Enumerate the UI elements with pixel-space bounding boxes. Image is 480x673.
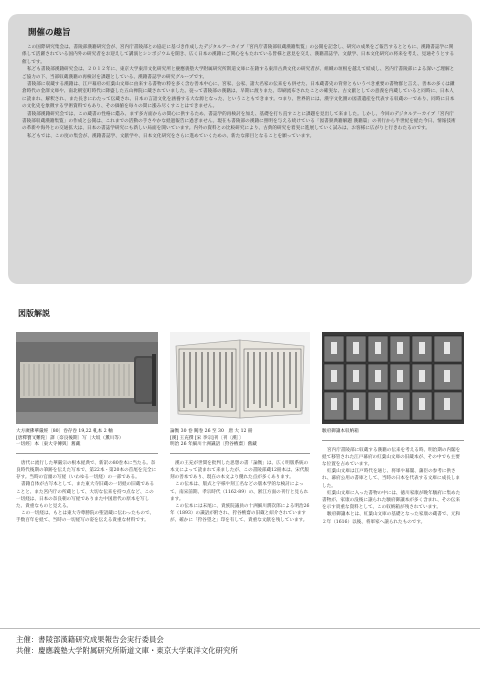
footer-divider (0, 628, 480, 629)
description-paragraph: この伝本は、版式と字様や刻工名などの版本学的な検討によって、南宋前期、孝宗時代（1162-89）の、浙江方面の刊行と見られます。 (170, 482, 309, 502)
description-paragraph: この一切経は、もとは東大寺尊勝院の聖語蔵に伝わったもので、手数百年を経て、当時の一切経写の姿を伝える貴重な材料です。 (16, 511, 155, 524)
cohost-line: 共催：慶應義塾大学附属研究所斯道文庫・東京大学東洋文化研究所 (16, 646, 238, 655)
book-description (170, 460, 310, 525)
purpose-paragraph: 書陵部漢籍研究会では、この蔵書の性格に鑑み、まず多方面からの間心に供するため、書誌学的再検討を加え、基礎を打ち直すことに課題を見出して来ました。しかし、今回のデジタルアーカイブ「宮内庁書陵部収蔵漢籍集覧」の作成と公開は、これまでの活動の手さやかな経過報告に過ぎません。現在も書陵部の漢籍に照明を与える続けている「図書寮典籍解題 漢籍篇」の刊行から半世紀を経た今日、情報技術の革新や海外との交通拡大は、日本の書誌学研究にも新しい局面を開いています。内外の資料との比較研究により、古典的研究を着実に進展していく試みは、お客様に広がりと行きわたるのです。 (22, 111, 456, 132)
scroll-description (16, 460, 158, 525)
boxes-photo (322, 332, 464, 424)
scroll-caption (16, 429, 158, 454)
figure-column-boxes (322, 332, 464, 526)
caption-line: 一切經〕本〔東大寺傳與〕舊藏 (16, 442, 81, 448)
purpose-paragraph: 私どもでは、この度の集会が、漢籍書誌学、文献学や、日本文化研究をさらに進めていくための、新たな節目となることを願っています。 (27, 133, 315, 139)
purpose-section (8, 14, 472, 284)
caption-line: [唐釋寶叉難陀〕譯〔奈良後期〕写〔大坂（薫川等） (16, 435, 124, 441)
description-paragraph: 漢の王充が世間を批判した思想の書「論衡」は、広く明版系統の本文によって読まれて来ましたが、この書陵部蔵12冊本は、宋代版刻の善本であり、現在の本文より優れた点が多くあります。 (170, 460, 310, 481)
description-paragraph: 駿府御讓本とは、紅葉山文庫の基礎となった家康の蔵書で、元和２年（1616）以後、将軍家へ譲られたものです。 (322, 512, 461, 525)
caption-line: 大方廣佛華嚴經〔80〕卷存卷 19,22 軋本 2 軸 (16, 429, 113, 434)
purpose-paragraph: 私ども書陵部漢籍研究会は、２０１２年に、東京大学東洋文化研究所と慶應義塾大学附属研究所斯道文庫に在籍する東洋古典文化の研究者が、組織の垣根を越えて結成し、宮内庁書陵部による深いご理解とご協力の下、当部収蔵漢籍の再検討を課題としている、漢籍書誌学の研究グループです。 (22, 67, 455, 80)
figure-column-book (170, 332, 310, 525)
book-photo (170, 332, 310, 424)
caption-line: 論衡 30 卷 闕卷 26 至 30 唐 大 12 冊 (170, 429, 253, 434)
caption-line: 駿府御讓本収納箱 (322, 429, 359, 434)
description-paragraph: 紅葉山文庫は江戸時代を通じ、将軍や幕閣、藩臣の参考に供され、幕府公用の書庫として、当時の日本を代表する文庫に成長しました。 (322, 469, 460, 489)
description-paragraph: この伝本には末尾に、貴族院議員の十洲細川潤次郎による明治26年（1893）の識語が附され、狩谷棭齋の旧蔵と紹介されていますが、確かに「狩谷望之」印を有して、貴重な文献を残しています。 (170, 504, 310, 524)
description-paragraph: 宮内庁書陵部に収蔵する漢籍の伝来を考える時、明治期の内閣を経て移管された江戸幕府の紅葉山文庫の旧蔵本が、その中でも主要な位置を占めています。 (322, 447, 461, 467)
book-caption (170, 429, 310, 454)
purpose-paragraph: 書陵部に収蔵する漢籍は、江戸幕府の紅葉山文庫に由来する書物の粋を多く含む善本中心に、宮家、公家、諸大名家の伝来をも併せた、日本蔵書史の背骨ともいうべき重要の書物群と言え、善本の多くは鎌倉時代の金澤文庫や、南北朝室町時代に降盛した五山禅院に蔵されていました。従って書陵部の漢籍は、早期に渡りまた、印刷流布されたことの確実な、古文献としての意義を内蔵していると同時に、日本人に読まれ、解釈され、また長きにわたって伝蔵され、日本の言語文化を涵養する大な源となった、ということもできます。つまり、世界的には、漢字文化圏の図書遺産を代表する収蔵の一であり、同時に日本の文化史を象徴する学術資料でもあり、その価値を毎々の間に漲み尽くすことはできません。 (22, 82, 455, 110)
caption-line: [漢] 王充撰 [宋 李宗]刊〔刊〔漢〕〕 (170, 435, 244, 441)
figures-heading: 図版解説 (18, 309, 50, 318)
figure-column-scroll (16, 332, 158, 525)
caption-line: 明治 26 年細川十洲識語〔狩谷棭齋〕舊藏 (170, 442, 257, 448)
description-paragraph: 書籍自体が古写本として、また東大寺旧蔵の一切経の旧蔵であることと、また宮内庁の所蔵として、大切な伝来を持つ点など、この一切経は、日本の奈良朝の写経でありまた中国唐代の原本を写した、貴重なものと見える。 (16, 482, 155, 509)
purpose-title: 開催の趣旨 (28, 28, 71, 38)
organizer-line: 主催：書陵部漢籍研究成果報告会実行委員会 (16, 635, 164, 644)
purpose-paragraph: この国際研究集会は、書陵部漢籍研究会が、宮内庁書陵部との協定に基づき作成したデジタルアーカイブ「宮内庁書陵部収蔵漢籍集覧」の公開を記念し、研究の成果をご報告するとともに、漢籍書誌学に関係して活躍されている国内外の研究者をお迎えして講演とシンポジウムを開き、広く日本の漢籍にご関心をもたれている皆様と意見を交え、漢籍書誌学、文献学、日本文化研究の将来を考え、見通そうとする催しです。 (22, 45, 455, 65)
scroll-photo (16, 332, 158, 424)
description-paragraph: 唐代に流行した華嚴宗の根本経典で、新訳の80巻本に当たる。奈良時代後期の筆跡を伝えた写本で、第22本・第20本の首尾を完全に存す。当時の官頭の写経（いわゆる一切経）の一部である。 (16, 460, 157, 481)
footer (16, 634, 238, 656)
boxes-caption (322, 429, 464, 441)
boxes-description (322, 447, 464, 526)
description-paragraph: 紅葉山文庫に入った書物の中には、徳川家康が晩年駿府に集めた書物が、家康の没後に譲られた駿府御讓本が多く含まれ、その伝来を示す貴重な資料として、この収納箱が残されています。 (322, 490, 461, 511)
